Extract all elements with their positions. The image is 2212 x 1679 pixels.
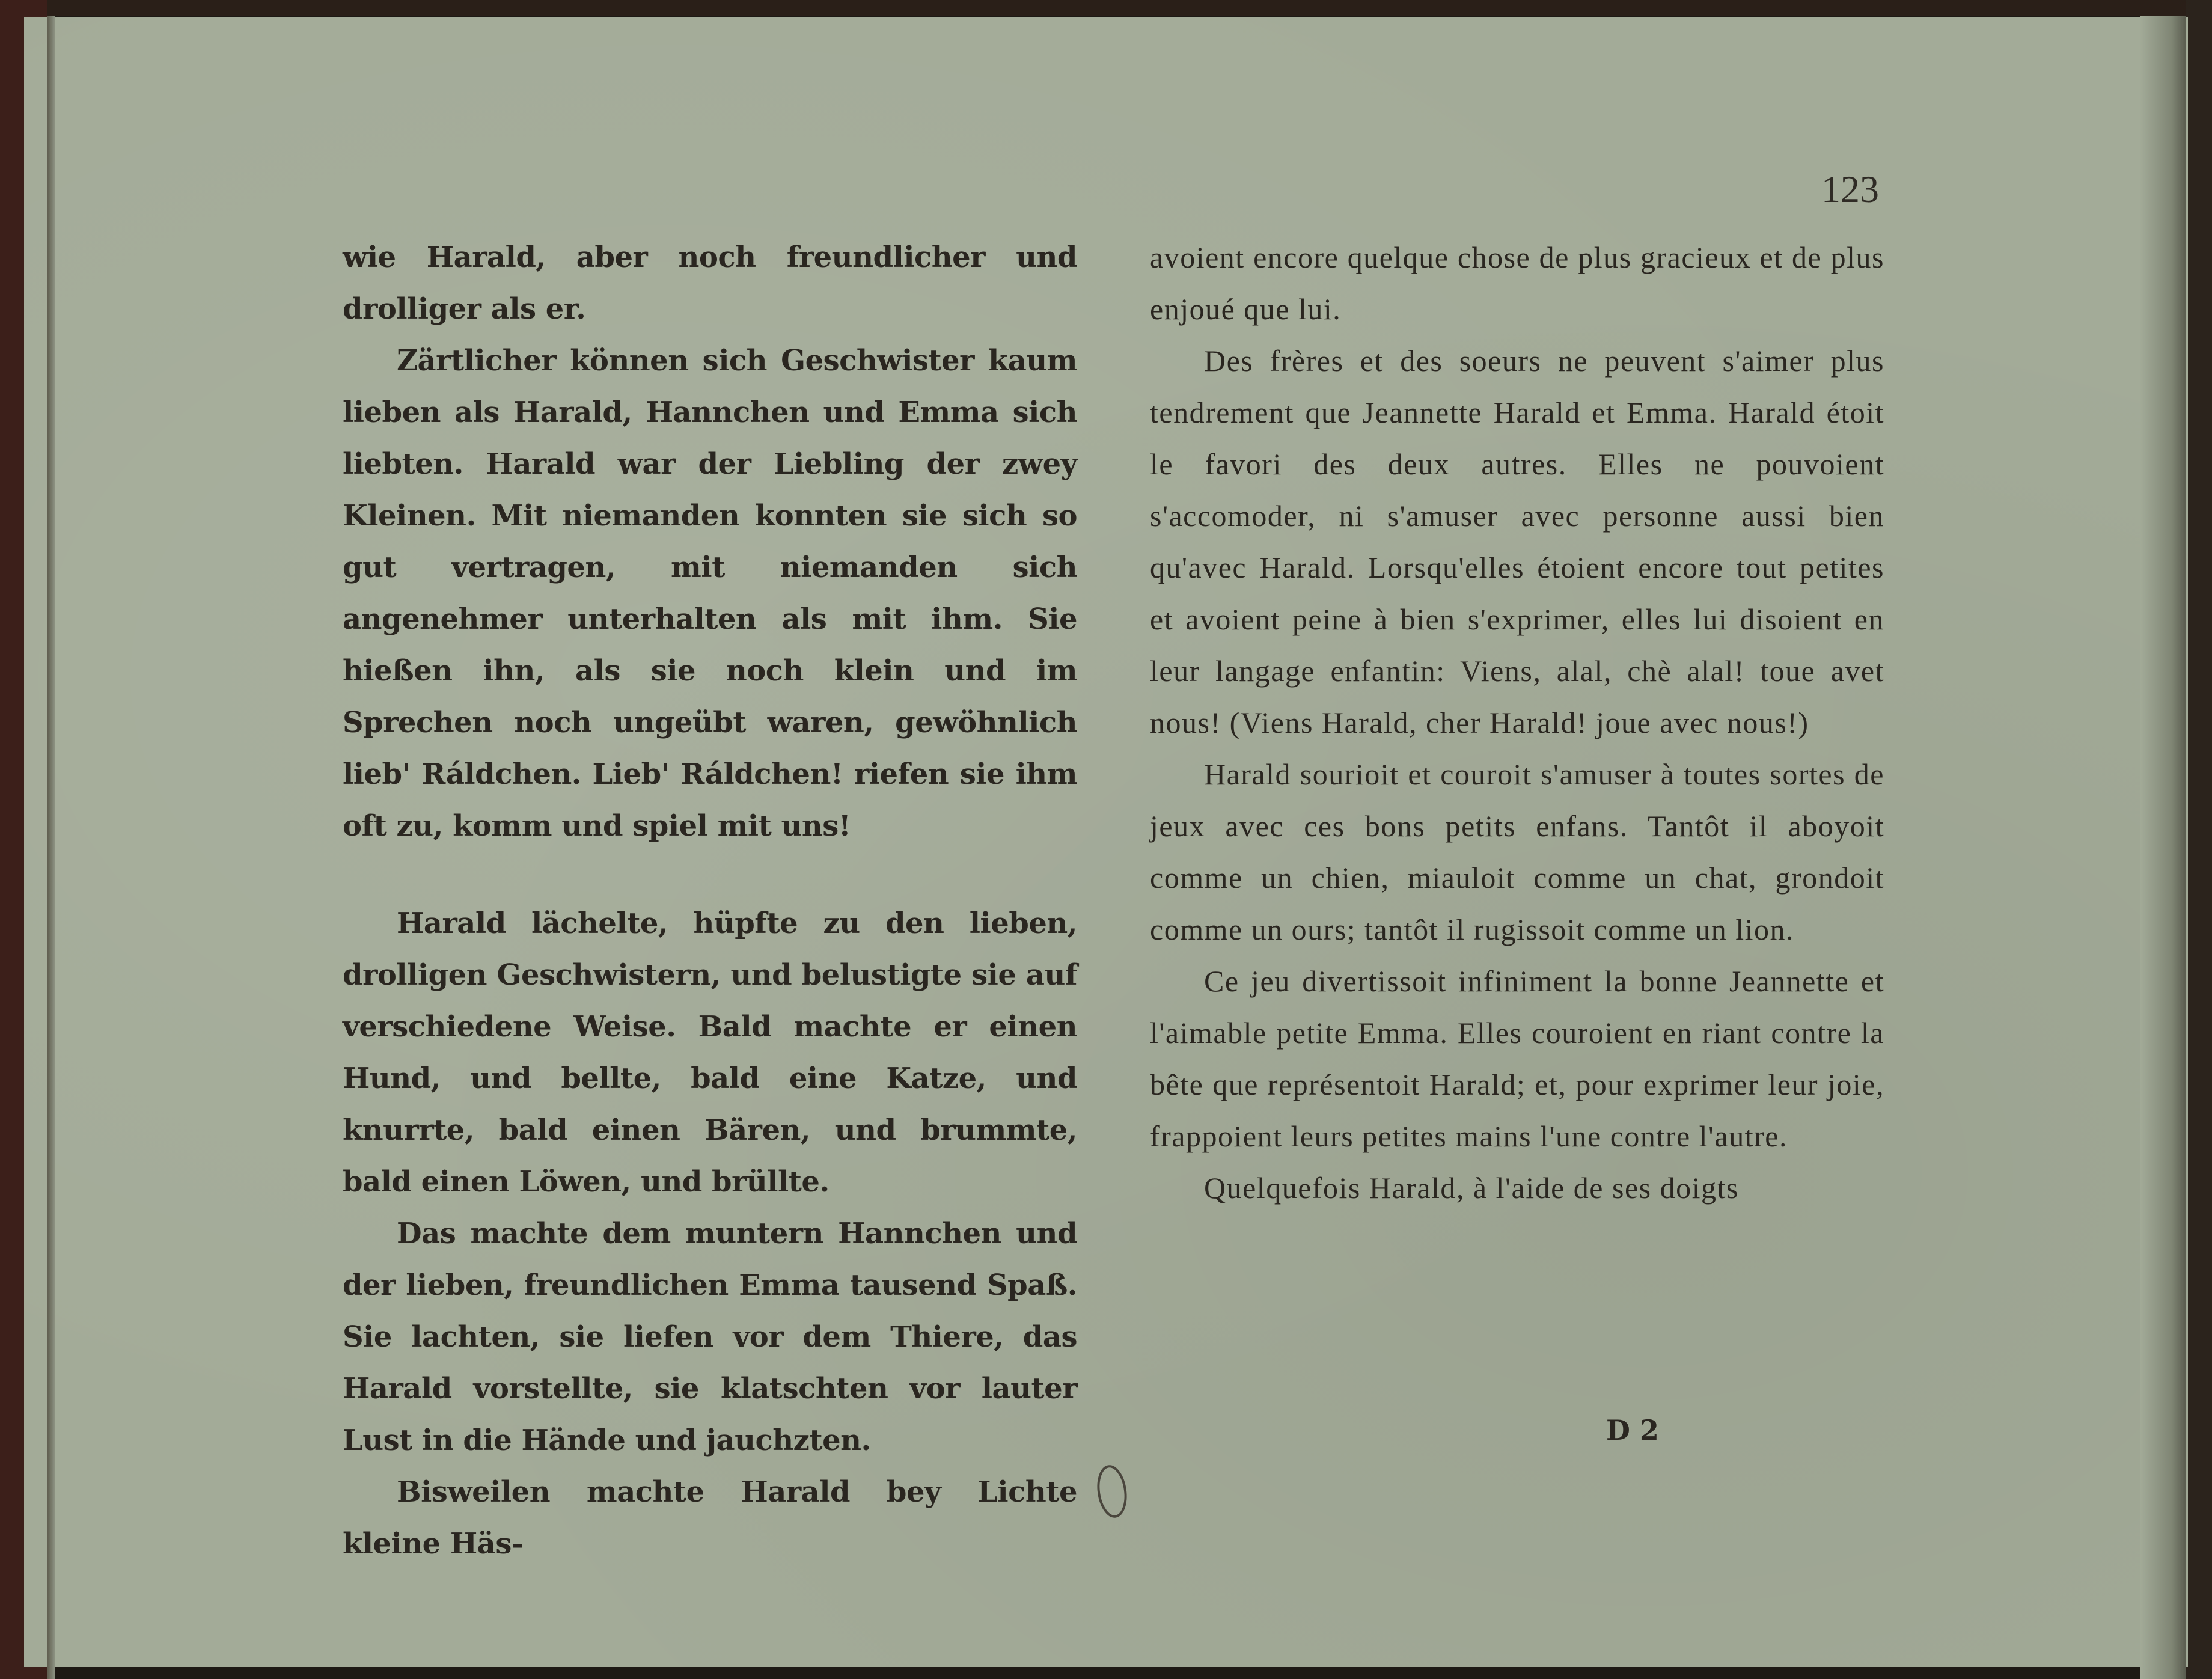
german-paragraph-2: Zärtlicher können sich Geschwister kaum lieben als Harald, Hannchen und Emma sich liebten. Harald war der Liebling der zwey Kleinen. Mit niemanden konnten sie sich so gut vertragen, mit niemanden sich angenehmer unterhalten als mit ihm. Sie hießen ihn, als sie noch klein und im Sprechen noch ungeübt waren, gewöhnlich lieb' Ráldchen. Lieb' Ráldchen! riefen sie ihm oft zu, komm und spiel mit uns! <box>343 344 1077 843</box>
french-paragraph-3: Harald sourioit et couroit s'amuser à toutes sortes de jeux avec ces bons petits enfans. Tantôt il aboyoit comme un chien, miauloit comme un chat, grondoit comme un ours; tantôt il rugissoit comme un lion. <box>1150 757 1884 946</box>
german-paragraph-3: Harald lächelte, hüpfte zu den lieben, drolligen Geschwistern, und belustigte sie auf verschiedene Weise. Bald machte er einen Hund, und bellte, bald eine Katze, und knurrte, bald einen Bären, und brummte, bald einen Löwen, und brüllte. <box>343 907 1077 1199</box>
signature-mark: D 2 <box>1606 1414 1659 1446</box>
page-number: 123 <box>1821 168 1879 210</box>
french-paragraph-5: Quelquefois Harald, à l'aide de ses doigts <box>1204 1171 1739 1205</box>
french-paragraph-4: Ce jeu divertissoit infiniment la bonne Jeannette et l'aimable petite Emma. Elles couroient en riant contre la bête que représentoit Harald; et, pour exprimer leur joie, frappoient leurs petites mains l'une contre l'autre. <box>1150 964 1884 1153</box>
german-text-column <box>343 231 1077 1570</box>
german-paragraph-1: wie Harald, aber noch freundlicher und drolliger als er. <box>343 240 1077 326</box>
german-paragraph-5: Bisweilen machte Harald bey Lichte kleine Häs- <box>343 1475 1077 1561</box>
page-gutter-shadow <box>47 16 55 1679</box>
page-edge-shadow <box>2140 16 2186 1679</box>
german-paragraph-4: Das machte dem muntern Hannchen und der lieben, freundlichen Emma tausend Spaß. Sie lachten, sie liefen vor dem Thiere, das Harald vorstellte, sie klatschten vor lauter Lust in die Hände und jauchzten. <box>343 1217 1077 1457</box>
book-cover-top-edge <box>0 0 2212 16</box>
book-cover-right-edge <box>2186 0 2212 1679</box>
pencil-zero-mark <box>1088 1458 1136 1525</box>
french-paragraph-2: Des frères et des soeurs ne peuvent s'aimer plus tendrement que Jeannette Harald et Emma. Harald étoit le favori des deux autres. Elles ne pouvoient s'accomoder, ni s'amuser avec personne aussi bien qu'avec Harald. Lorsqu'elles étoient encore tout petites et avoient peine à bien s'exprimer, elles lui disoient en leur langage enfantin: Viens, alal, chè alal! toue avet nous! (Viens Harald, cher Harald! joue avec nous!) <box>1150 344 1884 739</box>
french-text-column <box>1150 231 1884 1214</box>
french-paragraph-1: avoient encore quelque chose de plus gracieux et de plus enjoué que lui. <box>1150 240 1884 326</box>
